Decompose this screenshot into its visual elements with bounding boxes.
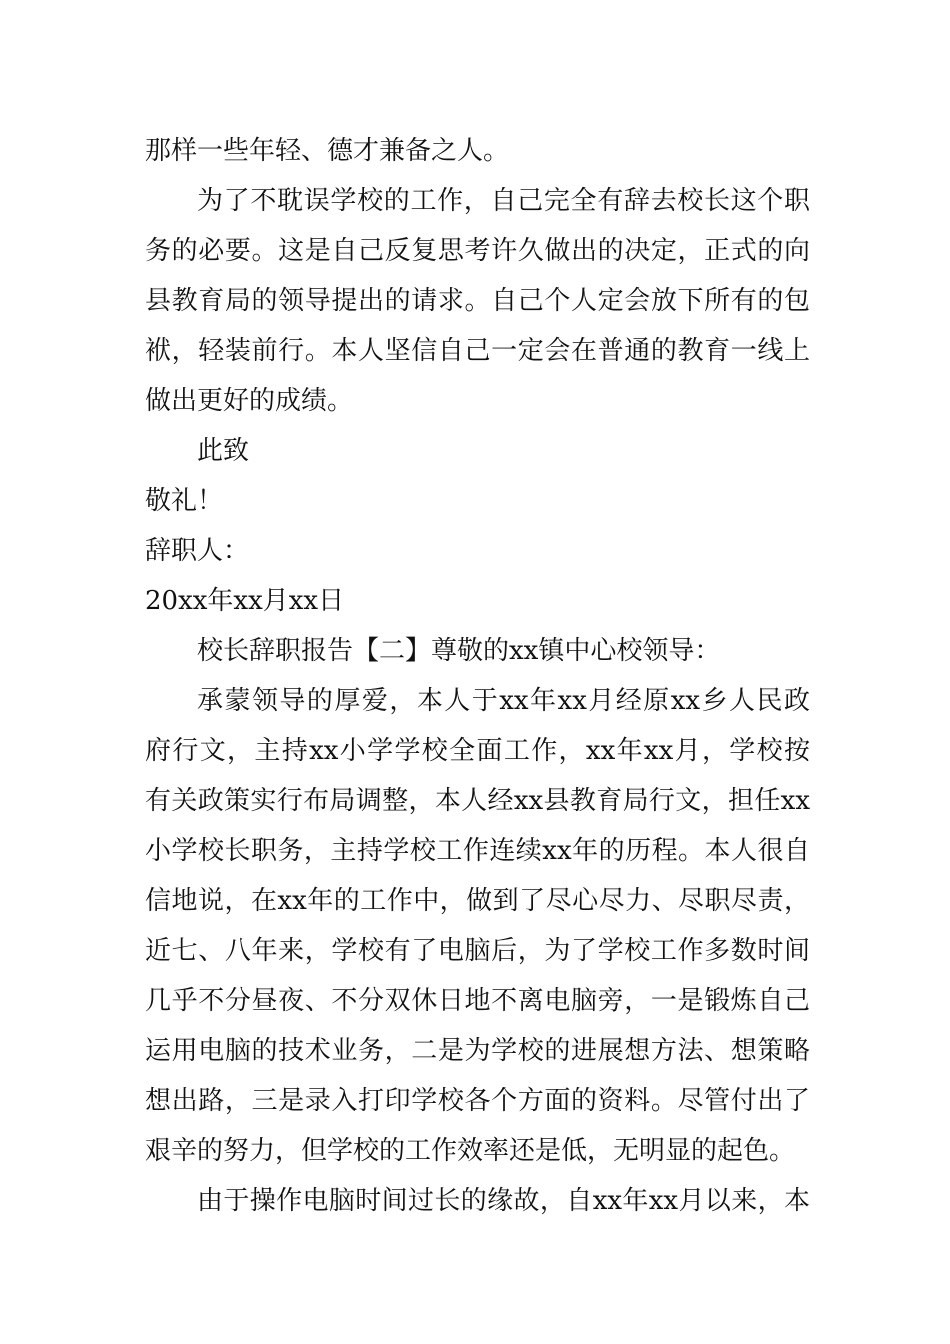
text-line: 那样一些年轻、德才兼备之人。 bbox=[145, 136, 510, 166]
text-line: 近七、八年来，学校有了电脑后，为了学校工作多数时间 bbox=[145, 936, 810, 966]
date-line: 20xx年xx月xx日 bbox=[145, 586, 345, 616]
signature-label: 辞职人： bbox=[145, 536, 250, 566]
paragraph-first-line: 为了不耽误学校的工作，自己完全有辞去校长这个职 bbox=[197, 186, 810, 216]
document-body bbox=[145, 126, 810, 1226]
text-line: 务的必要。这是自己反复思考许久做出的决定，正式的向 bbox=[145, 236, 810, 266]
text-line: 想出路，三是录入打印学校各个方面的资料。尽管付出了 bbox=[145, 1086, 810, 1116]
text-line: 府行文，主持xx小学学校全面工作，xx年xx月，学校按 bbox=[145, 736, 810, 766]
text-line: 县教育局的领导提出的请求。自己个人定会放下所有的包 bbox=[145, 286, 810, 316]
text-line: 几乎不分昼夜、不分双休日地不离电脑旁，一是锻炼自己 bbox=[145, 986, 810, 1016]
section-heading: 校长辞职报告【二】尊敬的xx镇中心校领导： bbox=[197, 636, 721, 666]
text-line: 运用电脑的技术业务，二是为学校的进展想方法、想策略 bbox=[145, 1036, 810, 1066]
text-line: 袱，轻装前行。本人坚信自己一定会在普通的教育一线上 bbox=[145, 336, 810, 366]
salutation-cizhi: 此致 bbox=[197, 436, 250, 466]
salutation-jingli: 敬礼！ bbox=[145, 486, 224, 516]
text-line: 小学校长职务，主持学校工作连续xx年的历程。本人很自 bbox=[145, 836, 810, 866]
text-line: 有关政策实行布局调整，本人经xx县教育局行文，担任xx bbox=[145, 786, 810, 816]
text-line: 做出更好的成绩。 bbox=[145, 386, 354, 416]
paragraph-first-line: 由于操作电脑时间过长的缘故，自xx年xx月以来，本 bbox=[197, 1186, 810, 1216]
text-line: 艰辛的努力，但学校的工作效率还是低，无明显的起色。 bbox=[145, 1136, 796, 1166]
text-line: 信地说，在xx年的工作中，做到了尽心尽力、尽职尽责， bbox=[145, 886, 810, 916]
paragraph-first-line: 承蒙领导的厚爱，本人于xx年xx月经原xx乡人民政 bbox=[197, 686, 810, 716]
